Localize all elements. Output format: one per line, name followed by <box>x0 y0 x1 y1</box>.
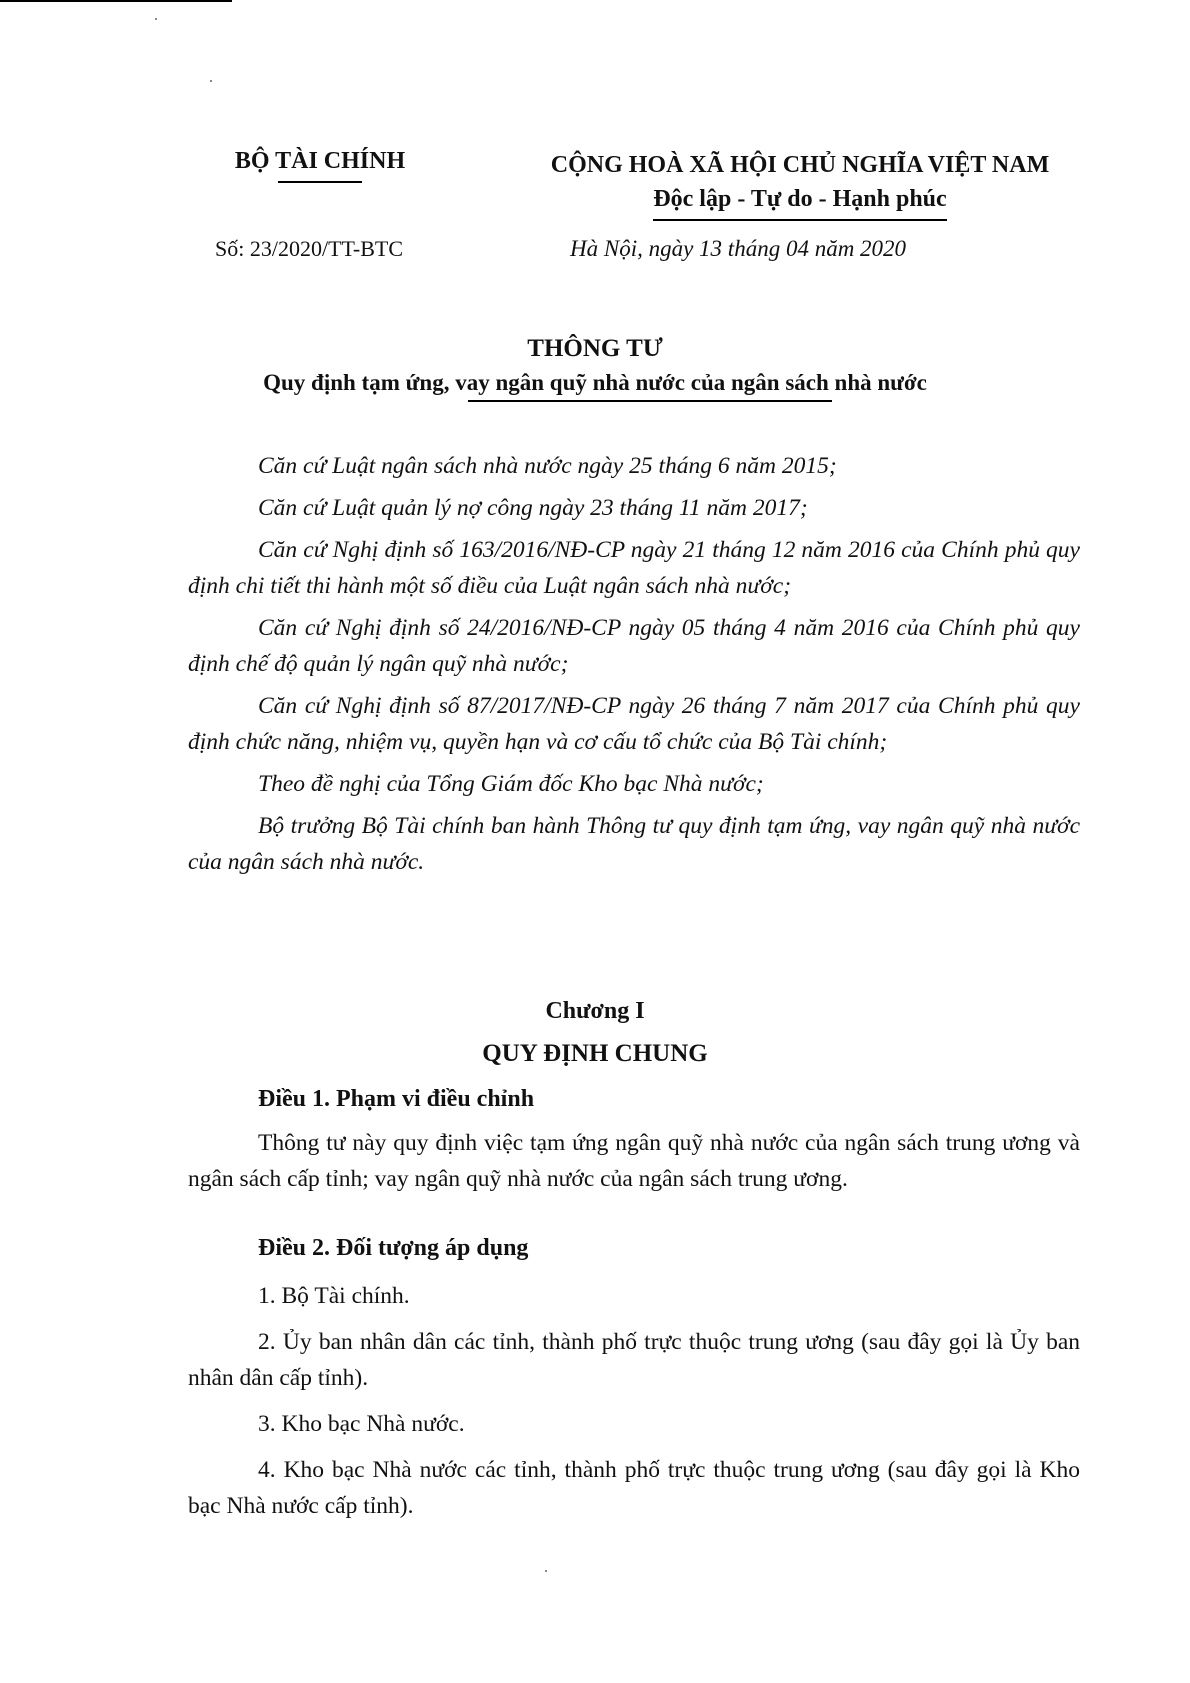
national-motto: Độc lập - Tự do - Hạnh phúc <box>653 182 946 221</box>
chapter-label: Chương I <box>545 998 645 1024</box>
scan-speck <box>155 18 157 20</box>
basis-item: Bộ trưởng Bộ Tài chính ban hành Thông tư quy định tạm ứng, vay ngân quỹ nhà nước của ngân sách nhà nước. <box>188 813 1080 875</box>
document-type-title: THÔNG TƯ <box>527 335 663 362</box>
article-2-heading: Điều 2. Đối tượng áp dụng <box>258 1235 529 1261</box>
subtitle-underline <box>468 400 832 402</box>
document-number: Số: 23/2020/TT-BTC <box>215 236 404 261</box>
place-and-date: Hà Nội, ngày 13 tháng 04 năm 2020 <box>570 236 907 261</box>
article-1-text: Thông tư này quy định việc tạm ứng ngân quỹ nhà nước của ngân sách trung ương và ngân sách cấp tỉnh; vay ngân quỹ nhà nước của ngân sách trung ương. <box>188 1130 1080 1192</box>
article-1-heading: Điều 1. Phạm vi điều chỉnh <box>258 1086 535 1112</box>
basis-item: Căn cứ Nghị định số 163/2016/NĐ-CP ngày 21 tháng 12 năm 2016 của Chính phủ quy định chi tiết thi hành một số điều của Luật ngân sách nhà nước; <box>188 537 1080 599</box>
ministry-name: BỘ TÀI CHÍNH <box>234 148 406 174</box>
scan-speck <box>545 1570 547 1572</box>
document-subtitle <box>0 370 1190 396</box>
basis-item: Căn cứ Luật quản lý nợ công ngày 23 tháng 11 năm 2017; <box>258 495 808 521</box>
article-2-item: 2. Ủy ban nhân dân các tỉnh, thành phố trực thuộc trung ương (sau đây gọi là Ủy ban nhân dân cấp tỉnh). <box>188 1329 1080 1391</box>
scan-edge-line <box>0 0 232 2</box>
article-2-body <box>188 1278 1080 1534</box>
country-name: CỘNG HOÀ XÃ HỘI CHỦ NGHĨA VIỆT NAM <box>550 152 1050 178</box>
article-2-item: 3. Kho bạc Nhà nước. <box>258 1411 465 1437</box>
chapter-title: QUY ĐỊNH CHUNG <box>482 1040 708 1067</box>
basis-item: Căn cứ Nghị định số 87/2017/NĐ-CP ngày 26 tháng 7 năm 2017 của Chính phủ quy định chức năng, nhiệm vụ, quyền hạn và cơ cấu tổ chức của Bộ Tài chính; <box>188 693 1080 755</box>
basis-item: Căn cứ Nghị định số 24/2016/NĐ-CP ngày 05 tháng 4 năm 2016 của Chính phủ quy định chế độ quản lý ngân quỹ nhà nước; <box>188 615 1080 677</box>
ministry-underline <box>278 181 362 183</box>
basis-item: Căn cứ Luật ngân sách nhà nước ngày 25 tháng 6 năm 2015; <box>258 453 837 479</box>
article-2-item: 4. Kho bạc Nhà nước các tỉnh, thành phố trực thuộc trung ương (sau đây gọi là Kho bạc Nhà nước cấp tỉnh). <box>188 1457 1080 1519</box>
national-heading <box>500 148 1100 221</box>
article-1-body <box>188 1125 1080 1197</box>
scan-speck <box>210 80 212 82</box>
issuing-authority <box>195 148 445 183</box>
subtitle-text: Quy định tạm ứng, vay ngân quỹ nhà nước của ngân sách nhà nước <box>263 370 927 395</box>
basis-item: Theo đề nghị của Tổng Giám đốc Kho bạc Nhà nước; <box>258 771 764 797</box>
article-2-item: 1. Bộ Tài chính. <box>258 1283 410 1309</box>
legal-basis <box>188 448 1080 886</box>
